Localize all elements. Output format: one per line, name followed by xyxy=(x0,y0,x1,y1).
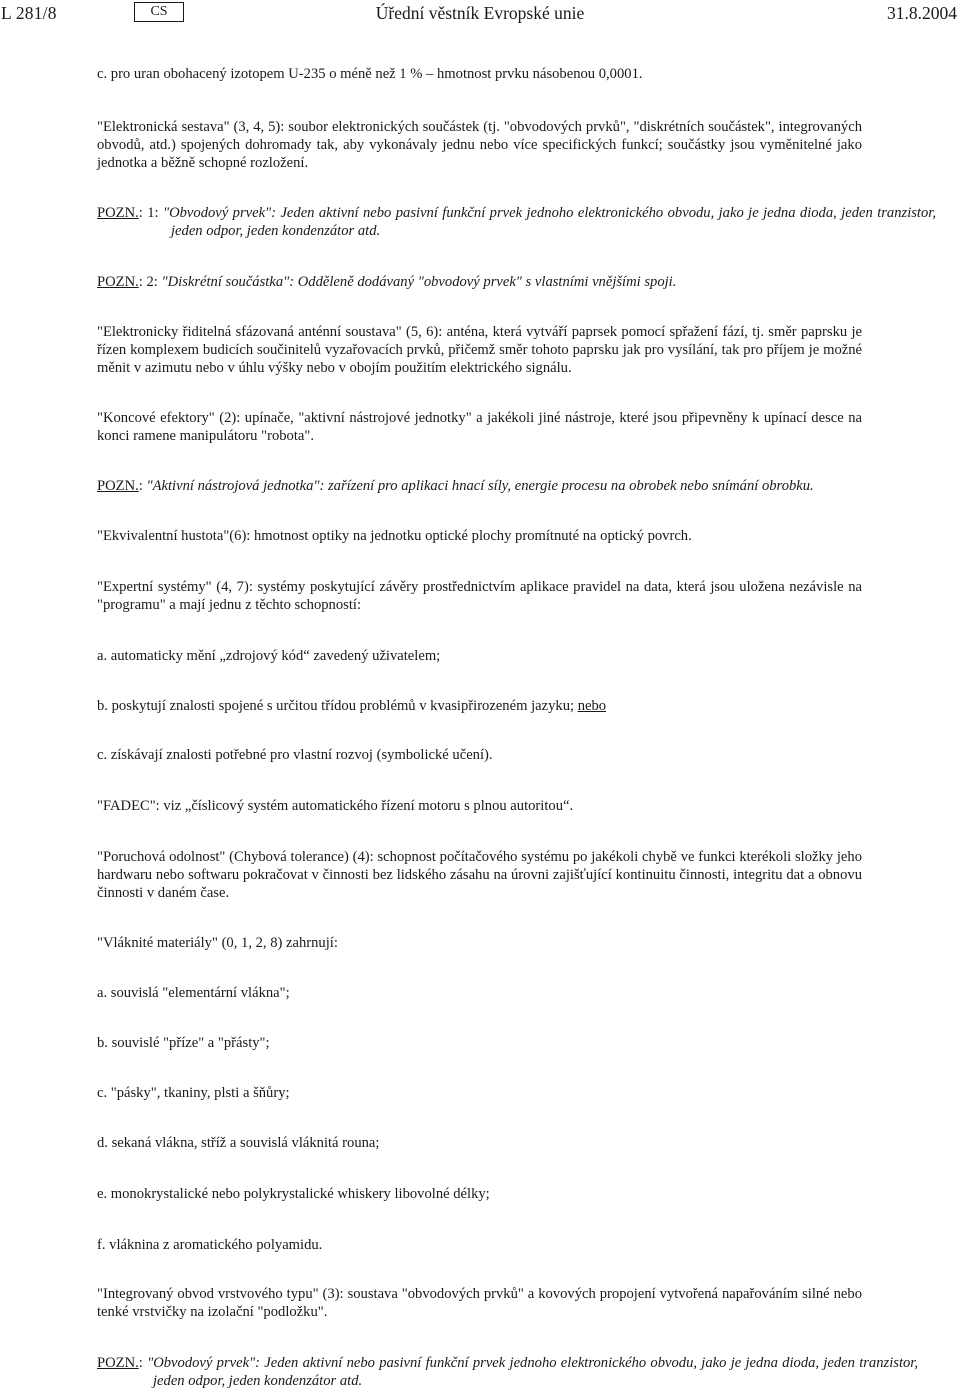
fibrous-item-c: c. "pásky", tkaniny, plsti a šňůry; xyxy=(97,1085,290,1101)
list-item-a: a. automaticky mění „zdrojový kód“ zavedený uživatelem; xyxy=(97,648,441,664)
paragraph-uranium: c. pro uran obohacený izotopem U-235 o méně než 1 % – hmotnost prvku násobenou 0,0001. xyxy=(97,66,643,82)
definition-fibrous-materials: "Vláknité materiály" (0, 1, 2, 8) zahrnují: xyxy=(97,935,338,951)
publication-date: 31.8.2004 xyxy=(887,3,957,23)
fibrous-item-b: b. souvislé "příze" a "přásty"; xyxy=(97,1035,270,1051)
fibrous-item-e: e. monokrystalické nebo polykrystalické whiskery libovolné délky; xyxy=(97,1186,490,1202)
journal-title: Úřední věstník Evropské unie xyxy=(375,3,585,23)
note-label: POZN. xyxy=(97,205,139,221)
note-label: POZN. xyxy=(97,478,139,494)
language-badge: CS xyxy=(134,2,184,22)
definition-film-type-ic: "Integrovaný obvod vrstvového typu" (3): soustava "obvodových prvků" a kovových propojení vytvořená napařováním silné nebo tenké vrstvičky na izolační "podložku". xyxy=(97,1286,862,1320)
note-active-tooling-unit: POZN.: "Aktivní nástrojová jednotka": zařízení pro aplikaci hnací síly, energie procesu na obrobek nebo snímání obrobku. xyxy=(97,478,814,494)
fibrous-item-a: a. souvislá "elementární vlákna"; xyxy=(97,985,290,1001)
fibrous-item-f: f. vláknina z aromatického polyamidu. xyxy=(97,1237,323,1253)
note-label: POZN. xyxy=(97,274,139,290)
definition-expert-systems: "Expertní systémy" (4, 7): systémy poskytující závěry prostřednictvím aplikace pravidel na data, která jsou uložena nezávisle na "programu" a mají jednu z těchto schopností: xyxy=(97,579,862,613)
note-discrete-component: POZN.: 2: "Diskrétní součástka": Odděleně dodávaný "obvodový prvek" s vlastními vnějšími spoji. xyxy=(97,274,677,290)
page-reference: L 281/8 xyxy=(1,3,57,23)
definition-end-effectors: "Koncové efektory" (2): upínače, "aktivní nástrojové jednotky" a jakékoli jiné nástroje, které jsou připevněny k upínací desce na konci ramene manipulátoru "robota". xyxy=(97,410,862,444)
list-item-c: c. získávají znalosti potřebné pro vlastní rozvoj (symbolické učení). xyxy=(97,747,493,763)
note-circuit-element: POZN.: 1: "Obvodový prvek": Jeden aktivní nebo pasivní funkční prvek jednoho elektronického obvodu, jako je jedna dioda, jeden tranzistor, jeden odpor, jeden kondenzátor atd. xyxy=(97,205,936,239)
definition-electronic-assembly: "Elektronická sestava" (3, 4, 5): soubor elektronických součástek (tj. "obvodových prvků", "diskrétních součástek", integrovaných obvodů, atd.) spojených dohromady tak, aby vykonávaly jednu nebo více specifických funkcí; součástky jsou vyměnitelné jako jednotka a běžně schopné rozložení. xyxy=(97,119,862,171)
definition-fault-tolerance: "Poruchová odolnost" (Chybová tolerance) (4): schopnost počítačového systému po jakékoli chybě ve funkci kterékoli složky jeho hardwaru nebo softwaru pokračovat v činnosti bez lidského zásahu na úrovni zajišťující kontinuitu činnosti, integritu dat a obnovu činnosti v daném čase. xyxy=(97,849,862,901)
note-label: POZN. xyxy=(97,1355,139,1371)
note-circuit-element-repeat: POZN.: "Obvodový prvek": Jeden aktivní nebo pasivní funkční prvek jednoho elektronického obvodu, jako je jedna dioda, jeden tranzistor, jeden odpor, jeden kondenzátor atd. xyxy=(97,1355,919,1389)
list-item-b: b. poskytují znalosti spojené s určitou třídou problémů v kvasipřirozeném jazyku; nebo xyxy=(97,698,607,714)
definition-equivalent-density: "Ekvivalentní hustota"(6): hmotnost optiky na jednotku optické plochy promítnuté na optický povrch. xyxy=(97,528,692,544)
definition-phased-array: "Elektronicky řiditelná sfázovaná anténní soustava" (5, 6): anténa, která vytváří paprsek pomocí spřažení fází, tj. směr paprsku je řízen komplexem budicích součinitelů vyzařovacích prvků, přičemž směr tohoto paprsku jak pro vysílání, tak pro příjem je možné měnit v azimutu nebo v úhlu výšky nebo v obojím použitím elektrického signálu. xyxy=(97,324,862,376)
definition-fadec: "FADEC": viz „číslicový systém automatického řízení motoru s plnou autoritou“. xyxy=(97,798,574,814)
page-header xyxy=(0,0,960,30)
fibrous-item-d: d. sekaná vlákna, stříž a souvislá vláknitá rouna; xyxy=(97,1135,380,1151)
